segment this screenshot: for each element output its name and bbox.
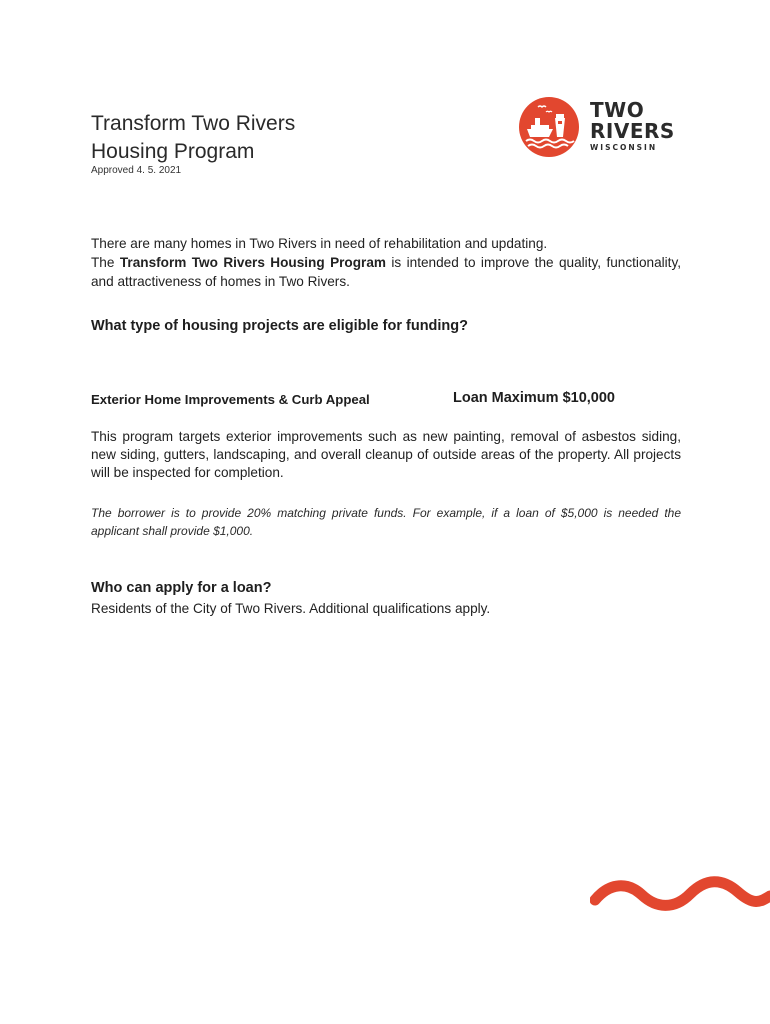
page-title — [91, 110, 295, 166]
intro-the: The — [91, 255, 115, 270]
lighthouse-ship-circle-icon — [518, 96, 580, 158]
intro-paragraph — [91, 234, 681, 291]
two-rivers-logo — [518, 96, 675, 158]
decorative-wave-icon — [590, 870, 770, 920]
eligibility-question: What type of housing projects are eligible for funding? — [91, 318, 469, 334]
program-name: Transform Two Rivers Housing Program — [119, 255, 386, 270]
title-line-2: Housing Program — [91, 140, 255, 163]
logo-text-two: TWO — [590, 98, 645, 122]
apply-question: Who can apply for a loan? — [91, 580, 272, 596]
project-description: This program targets exterior improvements such as new painting, removal of asbestos siding, new siding, gutters, landscaping, and overall cleanup of outside areas of the property. All projects will be inspected for completion. — [91, 429, 681, 480]
intro-rest: is intended to improve the quality, functionality, and attractiveness of homes in Two Rivers. — [91, 255, 682, 289]
loan-maximum: Loan Maximum $10,000 — [453, 390, 615, 406]
apply-answer: Residents of the City of Two Rivers. Additional qualifications apply. — [91, 601, 491, 616]
title-line-1: Transform Two Rivers — [91, 112, 296, 135]
matching-funds-note: The borrower is to provide 20% matching private funds. For example, if a loan of $5,000 is needed the applicant shall provide $1,000. — [91, 506, 681, 538]
intro-line-1: There are many homes in Two Rivers in need of rehabilitation and updating. — [91, 236, 548, 251]
project-type-title: Exterior Home Improvements & Curb Appeal — [91, 392, 370, 407]
logo-text-wisconsin: WISCONSIN — [590, 143, 658, 152]
approved-date: Approved 4. 5. 2021 — [91, 165, 182, 176]
logo-text-rivers: RIVERS — [590, 119, 675, 143]
